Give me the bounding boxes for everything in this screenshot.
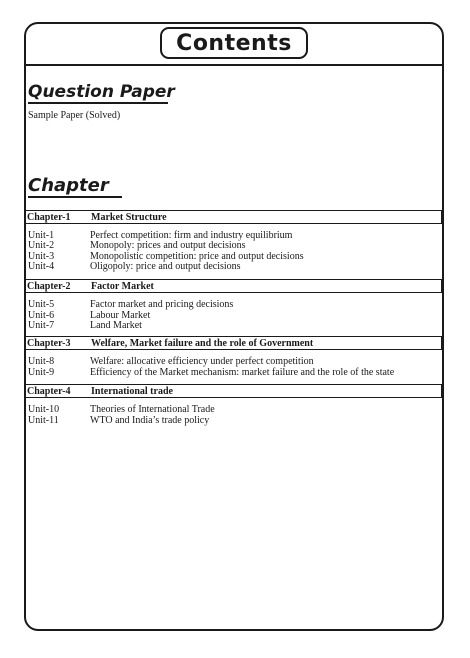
unit-row[interactable] [28,241,246,252]
unit-number: Unit-11 [28,414,59,426]
unit-title: Monopoly: prices and output decisions [90,240,246,251]
unit-title: Labour Market [90,309,151,321]
chapter-title: Welfare, Market failure and the role of Government [91,337,314,349]
unit-title: Monopolistic competition: price and output decisions [90,250,304,262]
unit-number: Unit-10 [28,404,60,415]
unit-title: Welfare: allocative efficiency under perfect competition [90,356,314,367]
unit-row[interactable] [28,416,209,427]
unit-number: Unit-9 [28,366,55,378]
unit-number: Unit-1 [28,230,55,241]
unit-row[interactable] [28,405,215,416]
unit-number: Unit-3 [28,250,55,262]
page-title-box [160,27,308,59]
unit-number: Unit-7 [28,320,55,331]
unit-row[interactable] [28,357,314,368]
question-paper-item[interactable]: Sample Paper (Solved) [28,110,121,121]
unit-number: Unit-2 [28,240,55,251]
unit-title: Land Market [90,320,142,331]
chapter-number: Chapter-2 [27,280,71,292]
page-title: Contents [176,30,292,56]
chapter-heading: Chapter [28,175,109,196]
unit-number: Unit-5 [28,299,55,310]
chapter-number: Chapter-1 [27,211,71,223]
unit-title: Perfect competition: firm and industry equilibrium [90,230,293,241]
chapter-number: Chapter-3 [27,337,71,349]
unit-row[interactable] [28,262,241,273]
chapter-3-bar[interactable] [26,336,442,350]
chapter-title: Factor Market [91,280,154,292]
unit-title: Oligopoly: price and output decisions [90,261,241,272]
unit-number: Unit-6 [28,309,55,321]
unit-row[interactable] [28,368,394,379]
unit-row[interactable] [28,300,233,311]
question-paper-underline [28,102,168,104]
chapter-underline [28,196,122,198]
chapter-2-bar[interactable] [26,279,442,293]
unit-title: Theories of International Trade [90,404,215,415]
unit-number: Unit-4 [28,261,55,272]
unit-row[interactable] [28,321,142,332]
unit-title: Factor market and pricing decisions [90,299,234,310]
title-divider [24,64,444,66]
chapter-title: Market Structure [91,211,167,223]
chapter-1-bar[interactable] [26,210,442,224]
unit-title: Efficiency of the Market mechanism: market failure and the role of the state [90,366,395,378]
unit-title: WTO and India’s trade policy [90,414,210,426]
chapter-title: International trade [91,385,173,397]
unit-number: Unit-8 [28,356,55,367]
chapter-4-bar[interactable] [26,384,442,398]
chapter-number: Chapter-4 [27,385,71,397]
question-paper-heading: Question Paper [28,82,175,102]
